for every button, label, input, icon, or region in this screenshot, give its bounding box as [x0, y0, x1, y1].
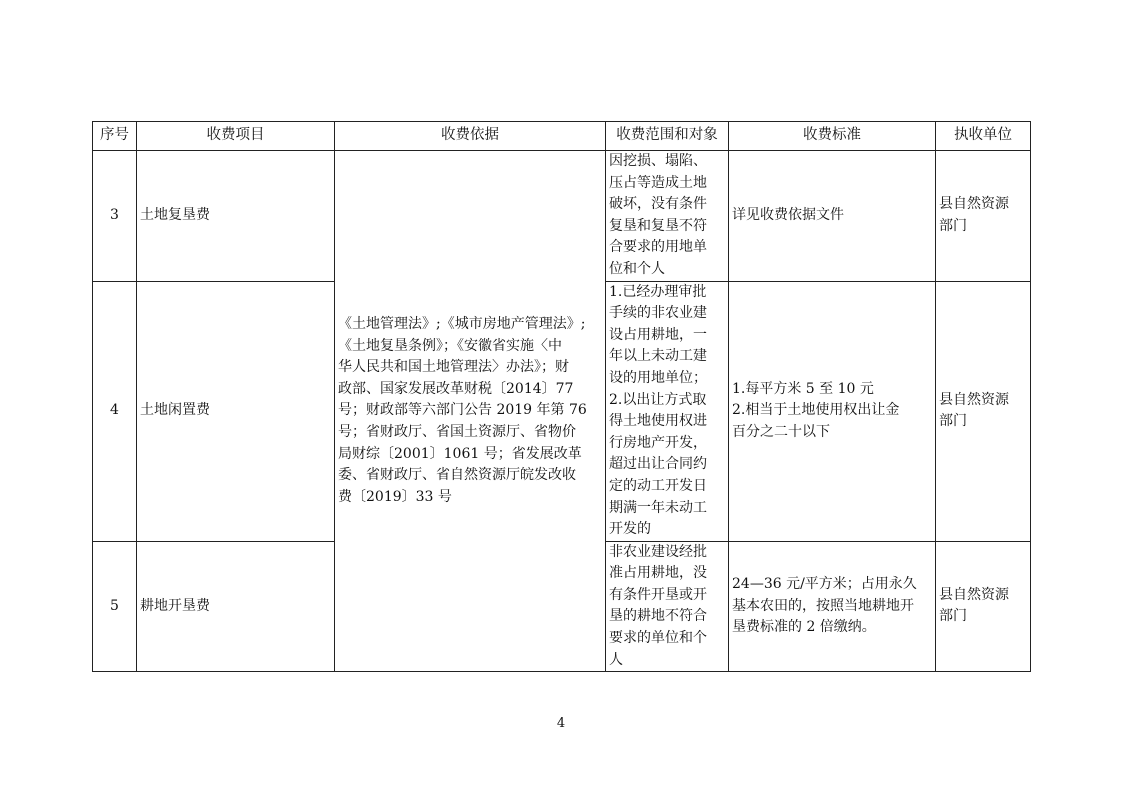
header-number: 序号 [93, 122, 137, 151]
row-number: 4 [93, 281, 137, 541]
fee-scope [606, 541, 729, 672]
header-item: 收费项目 [137, 122, 335, 151]
fee-scope-text: 因挖损、塌陷、 压占等造成土地 破坏，没有条件 复垦和复垦不符 合要求的用地单 位和个人 [609, 153, 707, 277]
header-scope: 收费范围和对象 [606, 122, 729, 151]
row-number: 5 [93, 541, 137, 672]
fee-standard-text: 1.每平方米 5 至 10 元 2.相当于土地使用权出让金 百分之二十以下 [732, 380, 900, 440]
collecting-unit-text: 县自然资源 部门 [939, 391, 1009, 430]
fee-item: 土地复垦费 [137, 151, 335, 282]
collecting-unit-text: 县自然资源 部门 [939, 586, 1009, 625]
fee-standard [729, 151, 936, 282]
fee-standard-text: 详见收费依据文件 [732, 206, 844, 223]
fee-scope-text: 1.已经办理审批 手续的非农业建 设占用耕地，一 年以上未动工建 设的用地单位； 2.以出让方式取 得土地使用权进 行房地产开发， 超过出让合同约 定的动工开发日 期满一年未动工 开发的 [609, 283, 707, 538]
fee-table [92, 121, 1031, 672]
fee-scope [606, 281, 729, 541]
fee-basis-text: 《土地管理法》;《城市房地产管理法》; 《土地复垦条例》；《安徽省实施〈中 华人民共和国土地管理法〉办法》；财 政部、国家发展改革财税〔2014〕77 号；财政部等六部门公告 2019 年第 76 号；省财政厅、省国土资源厅、省物价 局财综〔2001〕1061 号；省发展改革 委、省财政厅、省自然资源厅皖发改收 费〔2019〕33 号 [338, 315, 587, 505]
collecting-unit-text: 县自然资源 部门 [939, 196, 1009, 234]
fee-standard [729, 541, 936, 672]
fee-scope-text: 非农业建设经批 准占用耕地，没 有条件开垦或开 垦的耕地不符合 要求的单位和个 人 [609, 543, 707, 668]
fee-item: 耕地开垦费 [137, 541, 335, 672]
header-unit: 执收单位 [936, 122, 1031, 151]
header-row [93, 122, 1031, 151]
fee-scope [606, 151, 729, 282]
fee-basis [335, 151, 606, 672]
page-number: 4 [556, 716, 566, 731]
collecting-unit [936, 541, 1031, 672]
header-basis: 收费依据 [335, 122, 606, 151]
fee-standard-text: 24—36 元/平方米；占用永久 基本农田的，按照当地耕地开 垦费标准的 2 倍缴纳。 [732, 576, 917, 636]
collecting-unit [936, 281, 1031, 541]
fee-standard [729, 281, 936, 541]
fee-item: 土地闲置费 [137, 281, 335, 541]
table-row [93, 151, 1031, 282]
row-number: 3 [93, 151, 137, 282]
collecting-unit [936, 151, 1031, 282]
header-standard: 收费标准 [729, 122, 936, 151]
